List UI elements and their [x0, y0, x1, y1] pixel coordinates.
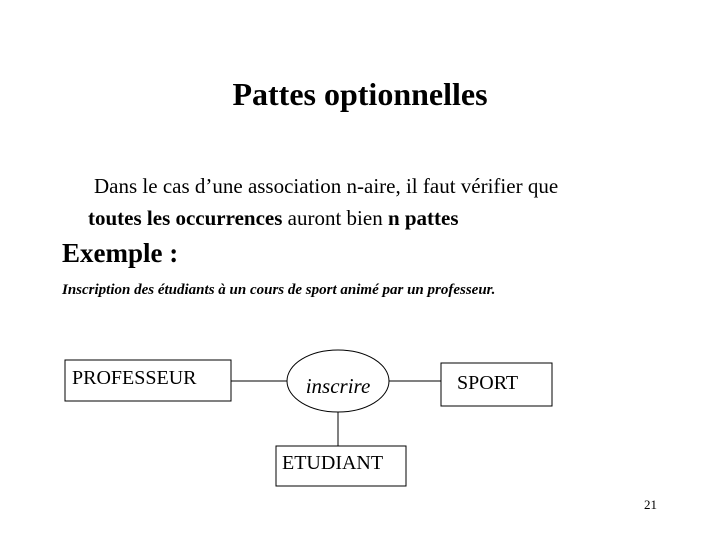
- association-inscrire: [287, 350, 389, 412]
- intro-middle-text: auront bien: [282, 206, 388, 230]
- association-inscrire-label: inscrire: [305, 374, 371, 398]
- entity-etudiant-label: ETUDIANT: [282, 452, 384, 474]
- entity-professeur-label: PROFESSEUR: [72, 367, 197, 389]
- slide-title: Pattes optionnelles: [232, 76, 488, 112]
- entity-professeur: [65, 360, 231, 401]
- intro-bold-occurrences: toutes les occurrences: [88, 206, 283, 230]
- example-heading: Exemple :: [62, 238, 179, 268]
- page-number: 21: [644, 497, 657, 512]
- intro-bold-n-pattes: n pattes: [387, 206, 459, 230]
- intro-line-1: Dans le cas d’une association n-aire, il faut vérifier que: [94, 174, 559, 198]
- entity-sport-label: SPORT: [457, 372, 519, 394]
- entity-sport: [441, 363, 552, 406]
- entity-etudiant: [276, 446, 406, 486]
- example-subtitle: Inscription des étudiants à un cours de sport animé par un professeur.: [62, 282, 496, 298]
